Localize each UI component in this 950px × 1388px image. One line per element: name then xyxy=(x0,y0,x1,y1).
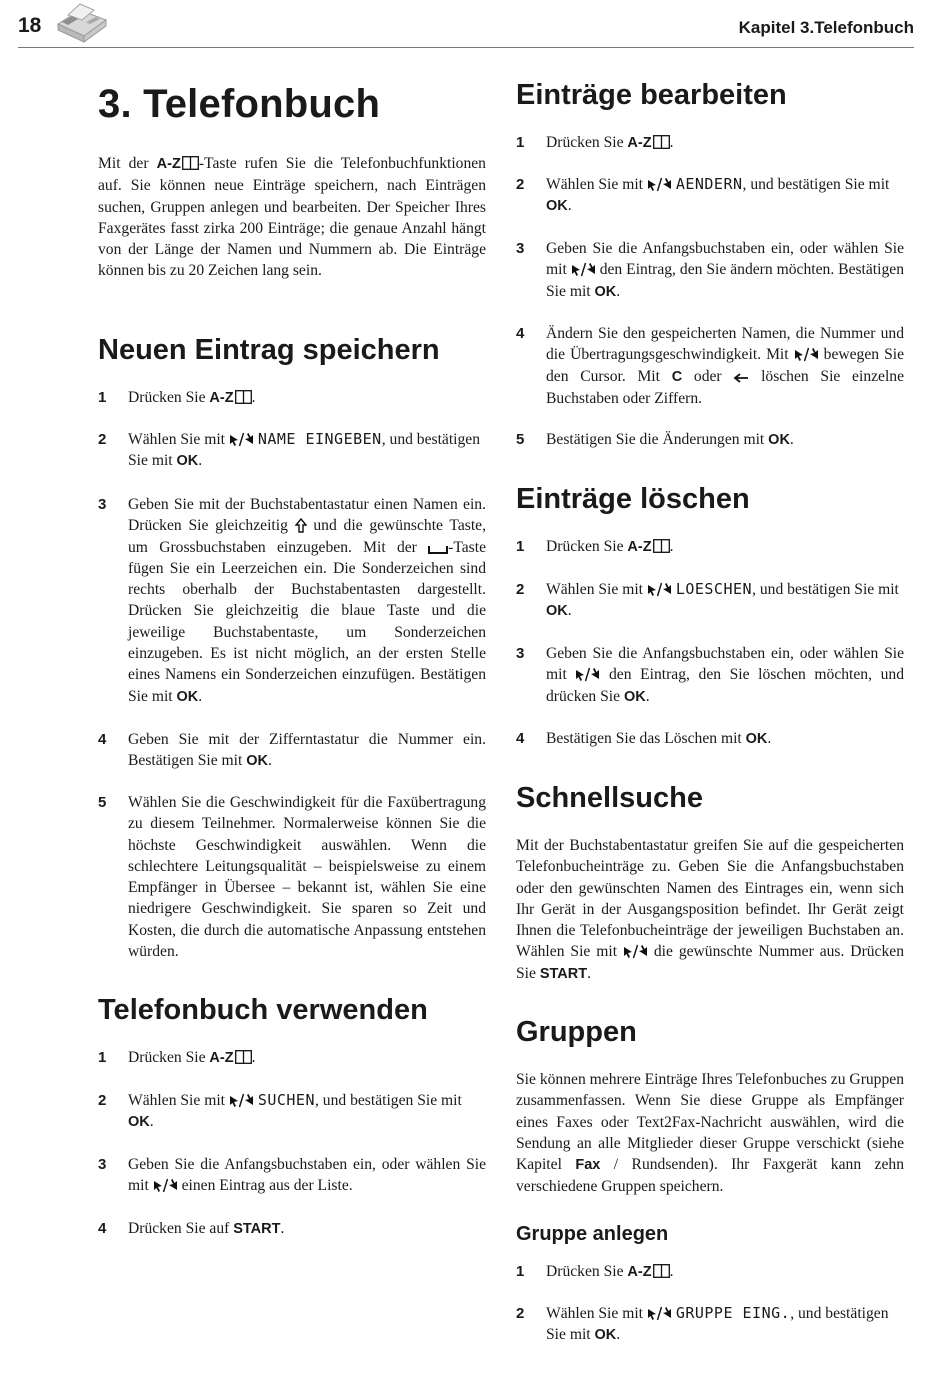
step-text: , und bestätigen Sie mit xyxy=(128,431,481,470)
step-text: löschen Sie einzelne Buchstaben oder Ziffern. xyxy=(546,367,905,407)
paragraph-text: Mit der Buchstabentastatur greifen Sie auf die gespeicherten Telefonbucheinträge zu. Geben Sie die Anfangsbuchstaben oder den gewünschten Namen des Eintrages ein, wenn sich Ihr Gerät in der Ausgangsposition befindet. Ihr Gerät zeigt Ihnen die Telefonbucheinträge der jeweiligen Buchstaben an. Wählen Sie mit xyxy=(516,837,904,961)
section-heading-neuen-eintrag: Neuen Eintrag speichern xyxy=(98,334,440,366)
gruppe-anlegen-heading-block xyxy=(516,1224,904,1244)
navigation-arrows-icon xyxy=(229,431,254,447)
step-text: . xyxy=(280,1220,285,1237)
step-text: oder xyxy=(682,367,734,385)
verwenden-step-4 xyxy=(98,1218,486,1240)
step-number: 1 xyxy=(98,1049,107,1066)
step-text: Geben Sie die Anfangsbuchstaben ein, oder wählen Sie mit xyxy=(546,645,904,684)
step-text: Wählen Sie mit xyxy=(128,1092,229,1109)
step-text: . xyxy=(789,431,794,448)
step-number: 2 xyxy=(516,176,525,193)
step-text: einen Eintrag aus der Liste. xyxy=(177,1177,353,1195)
intro-paragraph-block xyxy=(98,153,486,282)
step-number: 1 xyxy=(98,389,107,406)
step-text: , und bestätigen Sie mit xyxy=(546,1305,889,1344)
step-number: 1 xyxy=(516,538,525,555)
ok-key-label: OK xyxy=(745,731,768,747)
navigation-arrows-icon xyxy=(571,261,596,277)
step-text: . xyxy=(767,730,772,747)
ok-key-label: OK xyxy=(176,688,199,705)
step-text: , und bestätigen Sie mit xyxy=(315,1092,462,1109)
ok-key-label: OK xyxy=(128,1114,150,1131)
step-text: . xyxy=(669,1263,674,1280)
step-number: 2 xyxy=(516,1305,525,1322)
shift-arrow-icon xyxy=(295,518,307,533)
step-text: den Eintrag, den Sie ändern möchten. Bestätigen Sie mit xyxy=(546,261,904,300)
step-text: Wählen Sie mit xyxy=(546,176,647,193)
ok-key-label: OK xyxy=(176,453,199,470)
ok-key-label: OK xyxy=(623,688,646,705)
navigation-arrows-icon xyxy=(575,666,600,682)
step-text: Wählen Sie mit xyxy=(546,581,647,598)
loeschen-heading-block xyxy=(516,485,904,514)
navigation-arrows-icon xyxy=(647,581,672,597)
step-text: Bestätigen Sie das Löschen mit xyxy=(546,730,746,747)
step-text: Drücken Sie xyxy=(546,538,628,555)
section-heading-schnellsuche: Schnellsuche xyxy=(516,782,703,814)
step-text: Wählen Sie mit xyxy=(546,1305,647,1322)
step-text: Geben Sie mit der Buchstabentastatur einen Namen ein. Drücken Sie gleichzeitig xyxy=(128,496,486,535)
gruppen-paragraph-block xyxy=(516,1069,904,1198)
bearbeiten-heading-block xyxy=(516,81,904,110)
step-text: Ändern Sie den gespeicherten Namen, die Nummer und die Übertragungsgeschwindigkeit. Mit xyxy=(546,325,904,364)
step-text: Drücken Sie xyxy=(128,389,210,406)
step-number: 4 xyxy=(516,730,525,747)
ok-key-label: OK xyxy=(546,603,568,620)
step-number: 2 xyxy=(516,581,525,598)
step-number: 5 xyxy=(516,431,525,448)
ok-key-label: OK xyxy=(246,753,268,770)
bearbeiten-step-5 xyxy=(516,429,904,451)
display-text-gruppe-eing: GRUPPE EING. xyxy=(675,1304,791,1322)
bearbeiten-step-4 xyxy=(516,323,904,409)
intro-text-end: -Taste rufen Sie die Telefonbuchfunktionen auf. Sie können neue Einträge speichern, nach Einträgen suchen, Gruppen anlegen und bearbeiten. Der Speicher Ihres Faxgerätes fasst zirka 200 Einträge; die genaue Anzahl hängt von der Länge der Namen und Nummern ab. Die Einträge können bis zu 20 Zeichen lang sein. xyxy=(98,155,486,280)
loeschen-step-4 xyxy=(516,728,904,750)
step-number: 5 xyxy=(98,794,107,811)
start-key-label: START xyxy=(539,965,588,982)
navigation-arrows-icon xyxy=(647,1305,672,1321)
step-text: Geben Sie mit der Zifferntastatur die Nummer ein. Bestätigen Sie mit xyxy=(128,731,486,770)
step-text: Drücken Sie xyxy=(546,1263,628,1280)
step-text: . xyxy=(567,197,572,215)
loeschen-step-2 xyxy=(516,579,904,623)
navigation-arrows-icon xyxy=(229,1092,254,1108)
paragraph-text: die gewünschte Nummer aus. Drücken Sie xyxy=(516,943,904,982)
paragraph-text: / Rundsenden). Ihr Faxgerät kann zehn verschiedene Gruppen speichern. xyxy=(516,1156,904,1196)
neuen-eintrag-step-2 xyxy=(98,429,486,473)
chapter-heading-block xyxy=(98,84,486,124)
header-divider xyxy=(18,47,914,48)
step-text: . xyxy=(645,687,650,705)
schnellsuche-paragraph-block xyxy=(516,835,904,985)
bearbeiten-step-2 xyxy=(516,174,904,218)
step-number: 3 xyxy=(516,645,525,662)
gruppe-anlegen-step-2 xyxy=(516,1303,904,1347)
step-text: . xyxy=(616,1326,621,1344)
step-text: Wählen Sie mit xyxy=(128,431,229,448)
neuen-eintrag-heading-block xyxy=(98,336,486,365)
section-heading-gruppen: Gruppen xyxy=(516,1016,637,1048)
step-text: . xyxy=(567,602,572,620)
verwenden-step-2 xyxy=(98,1090,486,1134)
verwenden-step-1 xyxy=(98,1047,486,1069)
step-number: 4 xyxy=(98,731,107,748)
display-text-aendern: AENDERN xyxy=(675,175,743,193)
step-text: den Eintrag, den Sie löschen möchten, und drücken Sie xyxy=(546,666,904,705)
book-icon xyxy=(182,156,199,170)
step-text: . xyxy=(149,1113,154,1131)
fax-chapter-label: Fax xyxy=(575,1157,601,1174)
step-text: -Taste fügen Sie ein Leerzeichen ein. Die Sonderzeichen sind rechts oberhalb der Buchstabentasten dargestellt. Drücken Sie gleichzeitig die blaue Taste und die jeweilige Buchstabentaste, um Sonderzeichen einzugeben. Es ist nicht möglich, an der ersten Stelle eines Namens ein Sonderzeichen einzufügen. Bestätigen Sie mit xyxy=(128,538,486,705)
section-heading-loeschen: Einträge löschen xyxy=(516,483,750,515)
section-heading-verwenden: Telefonbuch verwenden xyxy=(98,994,428,1026)
verwenden-heading-block xyxy=(98,996,486,1025)
loeschen-step-1 xyxy=(516,536,904,558)
ok-key-label: OK xyxy=(768,432,790,448)
paragraph-text: . xyxy=(587,964,591,982)
page-number: 18 xyxy=(18,14,42,37)
intro-text-start: Mit der xyxy=(98,155,157,172)
step-number: 3 xyxy=(98,496,107,513)
step-text: und die gewünschte Taste, um Grossbuchstaben einzugeben. Mit der xyxy=(128,517,486,556)
section-heading-bearbeiten: Einträge bearbeiten xyxy=(516,79,787,111)
display-text-suchen: SUCHEN xyxy=(257,1091,315,1109)
ok-key-label: OK xyxy=(546,198,568,215)
step-text: . xyxy=(669,538,674,555)
book-icon xyxy=(235,390,252,404)
navigation-arrows-icon xyxy=(623,943,648,959)
navigation-arrows-icon xyxy=(647,176,672,192)
step-text: . xyxy=(616,282,621,300)
az-key-label: A-Z xyxy=(209,1050,234,1066)
neuen-eintrag-step-5 xyxy=(98,792,486,962)
step-number: 4 xyxy=(98,1220,107,1237)
step-text: Drücken Sie xyxy=(546,134,628,151)
az-key-label: A-Z xyxy=(209,390,234,406)
step-number: 1 xyxy=(516,134,525,151)
display-text-loeschen: LOESCHEN xyxy=(675,580,753,598)
step-number: 4 xyxy=(516,325,525,342)
schnellsuche-heading-block xyxy=(516,784,904,813)
step-text: . xyxy=(251,389,256,406)
fax-machine-icon xyxy=(50,0,110,44)
paragraph-text: Sie können mehrere Einträge Ihres Telefonbuches zu Gruppen zusammenfassen. Wenn Sie diese Gruppe als Empfänger eines Faxes oder Text2Fax-Nachricht auswählen, wird die Sendung an alle Mitglieder dieser Gruppe verschickt (siehe Kapitel xyxy=(516,1071,904,1174)
step-number: 3 xyxy=(98,1156,107,1173)
az-key-label: A-Z xyxy=(627,135,652,151)
step-number: 3 xyxy=(516,240,525,257)
bearbeiten-step-3 xyxy=(516,238,904,303)
neuen-eintrag-step-1 xyxy=(98,387,486,409)
sub-heading-gruppe-anlegen: Gruppe anlegen xyxy=(516,1223,669,1245)
book-icon xyxy=(235,1050,252,1064)
space-key-icon xyxy=(428,545,448,555)
neuen-eintrag-step-3 xyxy=(98,494,486,708)
ok-key-label: OK xyxy=(594,1327,617,1344)
step-text: Geben Sie die Anfangsbuchstaben ein, oder wählen Sie mit xyxy=(546,240,904,279)
step-text: bewegen Sie den Cursor. Mit xyxy=(546,346,905,385)
book-icon xyxy=(653,1264,670,1278)
step-text: Wählen Sie die Geschwindigkeit für die Faxübertragung zu diesem Teilnehmer. Normalerweise können Sie die höchste Geschwindigkeit auswählen. Wenn die schlechtere Leitungsqualität – beispielsweise zu einem Empfänger in Übersee – bekannt ist, wählen Sie eine niedrigere Geschwindigkeit. Sie sparen so Zeit und Kosten, die durch die automatische Anpassung entstehen würden. xyxy=(128,794,486,961)
az-key-label: A-Z xyxy=(627,539,652,555)
step-number: 1 xyxy=(516,1263,525,1280)
az-key-label: A-Z xyxy=(156,156,181,172)
gruppe-anlegen-step-1 xyxy=(516,1261,904,1283)
chapter-heading: 3. Telefonbuch xyxy=(98,82,381,126)
step-text: . xyxy=(198,452,203,470)
step-text: Drücken Sie auf xyxy=(128,1220,234,1237)
book-icon xyxy=(653,539,670,553)
step-text: . xyxy=(251,1049,256,1066)
step-number: 2 xyxy=(98,1092,107,1109)
display-text-name-eingeben: NAME EINGEBEN xyxy=(257,430,382,448)
step-text: , und bestätigen Sie mit xyxy=(742,176,890,193)
schnellsuche-paragraph xyxy=(516,835,904,985)
az-key-label: A-Z xyxy=(627,1264,652,1280)
navigation-arrows-icon xyxy=(794,346,819,362)
navigation-arrows-icon xyxy=(153,1177,178,1193)
step-text: Drücken Sie xyxy=(128,1049,210,1066)
c-key-label: C xyxy=(671,368,683,385)
step-text: . xyxy=(268,752,272,770)
verwenden-step-3 xyxy=(98,1154,486,1197)
loeschen-step-3 xyxy=(516,643,904,708)
backspace-arrow-icon xyxy=(733,372,749,384)
intro-paragraph xyxy=(98,153,486,282)
step-text: , und bestätigen Sie mit xyxy=(752,581,899,598)
step-text: Bestätigen Sie die Änderungen mit xyxy=(546,431,769,448)
bearbeiten-step-1 xyxy=(516,132,904,154)
gruppen-paragraph xyxy=(516,1069,904,1198)
ok-key-label: OK xyxy=(594,283,617,300)
step-text: . xyxy=(198,687,203,705)
neuen-eintrag-step-4 xyxy=(98,729,486,773)
book-icon xyxy=(653,135,670,149)
chapter-title: Kapitel 3.Telefonbuch xyxy=(738,18,914,37)
start-key-label: START xyxy=(233,1221,281,1237)
step-number: 2 xyxy=(98,431,107,448)
gruppen-heading-block xyxy=(516,1018,904,1047)
step-text: Geben Sie die Anfangsbuchstaben ein, oder wählen Sie mit xyxy=(128,1156,486,1195)
step-text: . xyxy=(669,134,674,151)
